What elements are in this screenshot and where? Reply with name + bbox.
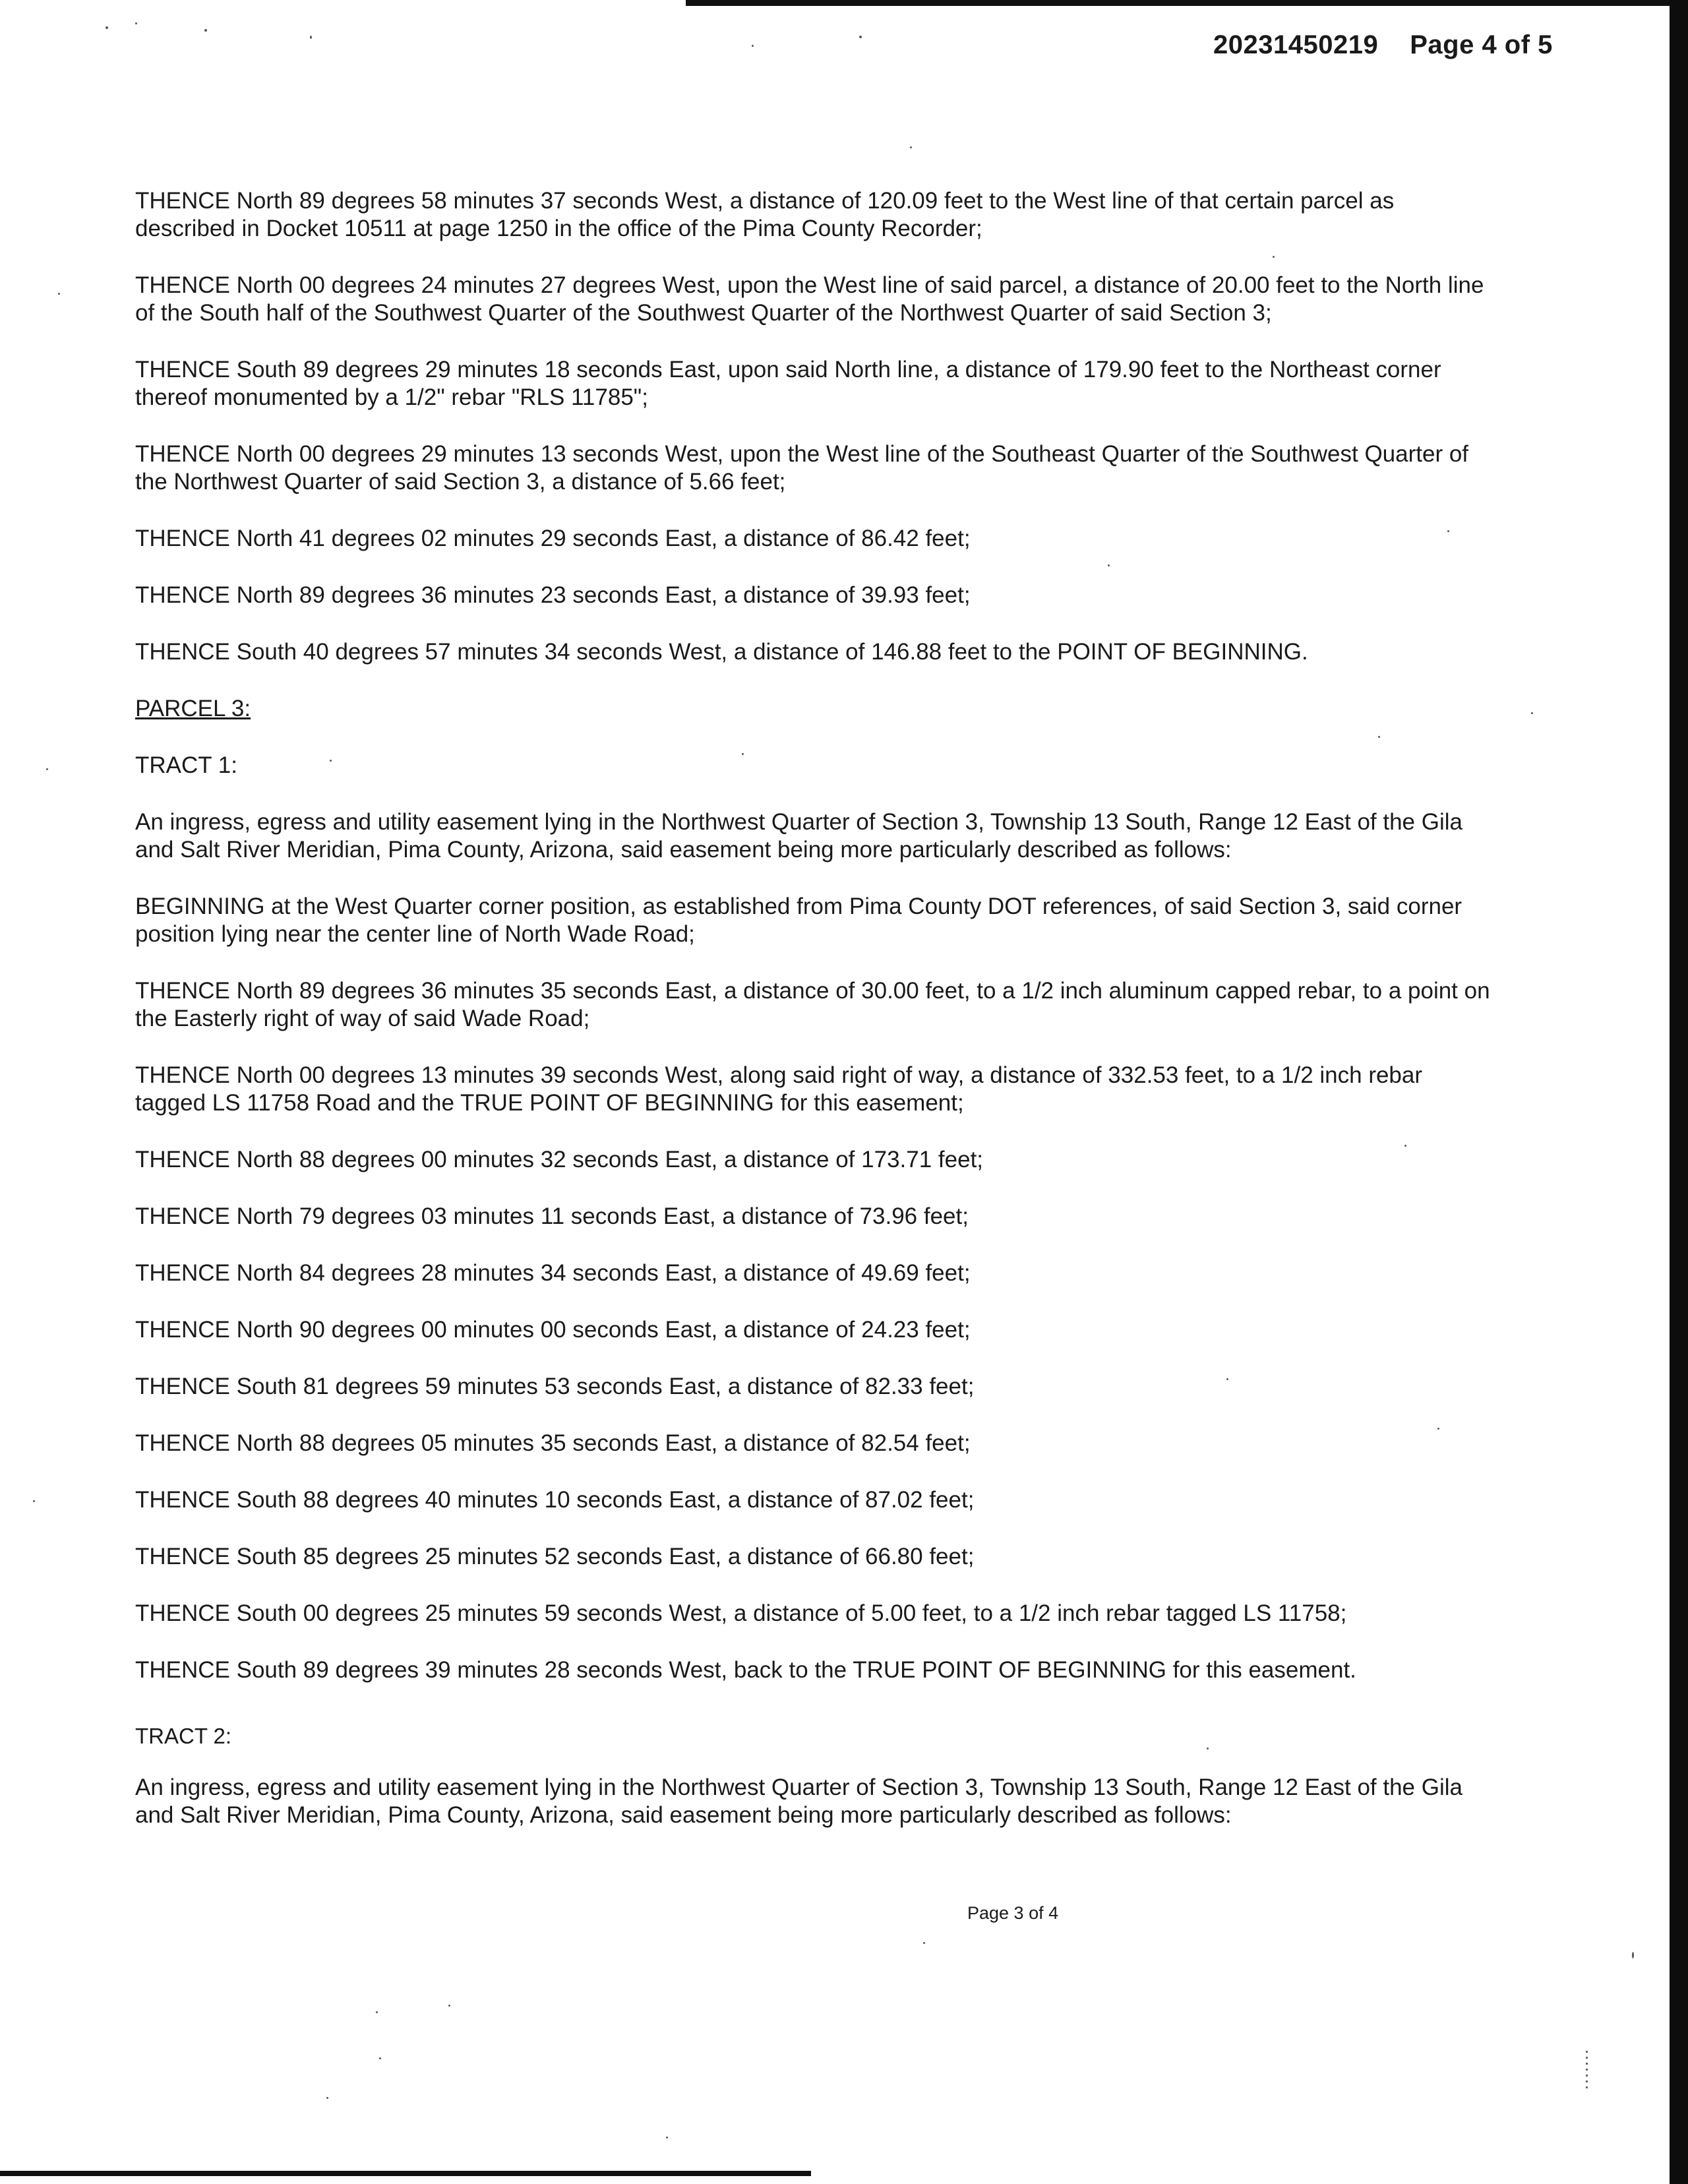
tract1-course: THENCE South 00 degrees 25 minutes 59 seconds West, a distance of 5.00 feet, to a 1/2 inch rebar tagged LS 11758; <box>135 1600 1347 1626</box>
course-paragraph: THENCE North 00 degrees 29 minutes 13 seconds West, upon the West line of the Southeast Quarter of the Southwest Quarter of the Northwest Quarter of said Section 3, a distance of 5.66 feet; <box>135 441 1469 495</box>
scan-speck <box>376 2011 378 2013</box>
tract1-course: THENCE North 89 degrees 36 minutes 35 seconds East, a distance of 30.00 feet, to a 1/2 inch aluminum capped rebar, to a point on the Easterly right of way of said Wade Road; <box>135 978 1490 1031</box>
scan-speck <box>310 36 312 39</box>
course-paragraph: THENCE South 89 degrees 29 minutes 18 seconds East, upon said North line, a distance of 179.90 feet to the Northeast corner thereof monumented by a 1/2" rebar "RLS 11785"; <box>135 357 1441 410</box>
scan-speck <box>135 22 137 24</box>
course-paragraph: THENCE North 89 degrees 36 minutes 23 seconds East, a distance of 39.93 feet; <box>135 582 971 608</box>
tract1-course: THENCE North 79 degrees 03 minutes 11 seconds East, a distance of 73.96 feet; <box>135 1203 969 1229</box>
scan-speck <box>33 1500 35 1502</box>
tract1-course: THENCE North 88 degrees 00 minutes 32 seconds East, a distance of 173.71 feet; <box>135 1147 984 1172</box>
tract2-heading: TRACT 2: <box>135 1724 232 1748</box>
scan-speck <box>1632 1952 1634 1958</box>
page-footer: Page 3 of 4 <box>967 1903 1059 1923</box>
scan-speck <box>752 45 754 47</box>
course-paragraph: THENCE South 40 degrees 57 minutes 34 seconds West, a distance of 146.88 feet to the POINT OF BEGINNING. <box>135 639 1308 665</box>
document-number: 20231450219 <box>1213 30 1379 59</box>
scan-speck <box>106 26 108 29</box>
tract1-course: THENCE North 84 degrees 28 minutes 34 seconds East, a distance of 49.69 feet; <box>135 1260 971 1286</box>
tract1-intro: An ingress, egress and utility easement lying in the Northwest Quarter of Section 3, Township 13 South, Range 12 East of the Gila and Salt River Meridian, Pima County, Arizona, said easement being more particularly described as follows: <box>135 809 1462 863</box>
course-paragraph: THENCE North 41 degrees 02 minutes 29 seconds East, a distance of 86.42 feet; <box>135 526 971 551</box>
tract2-intro: An ingress, egress and utility easement lying in the Northwest Quarter of Section 3, Township 13 South, Range 12 East of the Gila and Salt River Meridian, Pima County, Arizona, said easement being more particularly described as follows: <box>135 1774 1462 1828</box>
scan-edge-bottom <box>0 2171 811 2176</box>
course-paragraph: THENCE North 00 degrees 24 minutes 27 degrees West, upon the West line of said parcel, a distance of 20.00 feet to the North line of the South half of the Southwest Quarter of the Southwest Quarter of the Northwest Quarter of said Section 3; <box>135 272 1484 326</box>
scan-speck <box>1531 712 1533 714</box>
tract1-course: THENCE South 85 degrees 25 minutes 52 seconds East, a distance of 66.80 feet; <box>135 1544 975 1569</box>
recording-header <box>1213 30 1553 60</box>
scan-speck <box>448 2005 450 2007</box>
tract1-course: THENCE North 88 degrees 05 minutes 35 seconds East, a distance of 82.54 feet; <box>135 1430 971 1456</box>
scan-speck <box>923 1942 925 1944</box>
course-paragraph: THENCE North 89 degrees 58 minutes 37 seconds West, a distance of 120.09 feet to the West line of that certain parcel as described in Docket 10511 at page 1250 in the office of the Pima County Recorder; <box>135 188 1395 241</box>
parcel-heading: PARCEL 3: <box>135 696 251 721</box>
recording-page-number: Page 4 of 5 <box>1410 30 1553 59</box>
scan-speck <box>58 293 60 295</box>
scan-speck <box>326 2097 328 2099</box>
scan-speck <box>379 2057 381 2059</box>
tract1-course: THENCE South 89 degrees 39 minutes 28 seconds West, back to the TRUE POINT OF BEGINNING for this easement. <box>135 1657 1356 1683</box>
tract1-course: THENCE North 90 degrees 00 minutes 00 seconds East, a distance of 24.23 feet; <box>135 1317 971 1343</box>
scan-speck <box>910 146 912 148</box>
scan-edge-top <box>686 0 1688 6</box>
legal-description <box>135 187 1493 1858</box>
tract1-course: THENCE North 00 degrees 13 minutes 39 seconds West, along said right of way, a distance of 332.53 feet, to a 1/2 inch rebar tagged LS 11758 Road and the TRUE POINT OF BEGINNING for this easement; <box>135 1062 1423 1116</box>
tract1-course: THENCE South 88 degrees 40 minutes 10 seconds East, a distance of 87.02 feet; <box>135 1487 975 1513</box>
scan-speck <box>859 36 862 38</box>
tract1-heading: TRACT 1: <box>135 752 237 778</box>
scan-speck <box>1586 2051 1588 2090</box>
scan-speck <box>666 2137 668 2138</box>
scan-edge-right <box>1670 0 1688 2184</box>
scan-speck <box>204 29 207 32</box>
tract1-course: THENCE South 81 degrees 59 minutes 53 seconds East, a distance of 82.33 feet; <box>135 1374 975 1399</box>
scan-speck <box>46 768 48 770</box>
tract1-beginning: BEGINNING at the West Quarter corner position, as established from Pima County DOT references, of said Section 3, said corner position lying near the center line of North Wade Road; <box>135 894 1462 947</box>
